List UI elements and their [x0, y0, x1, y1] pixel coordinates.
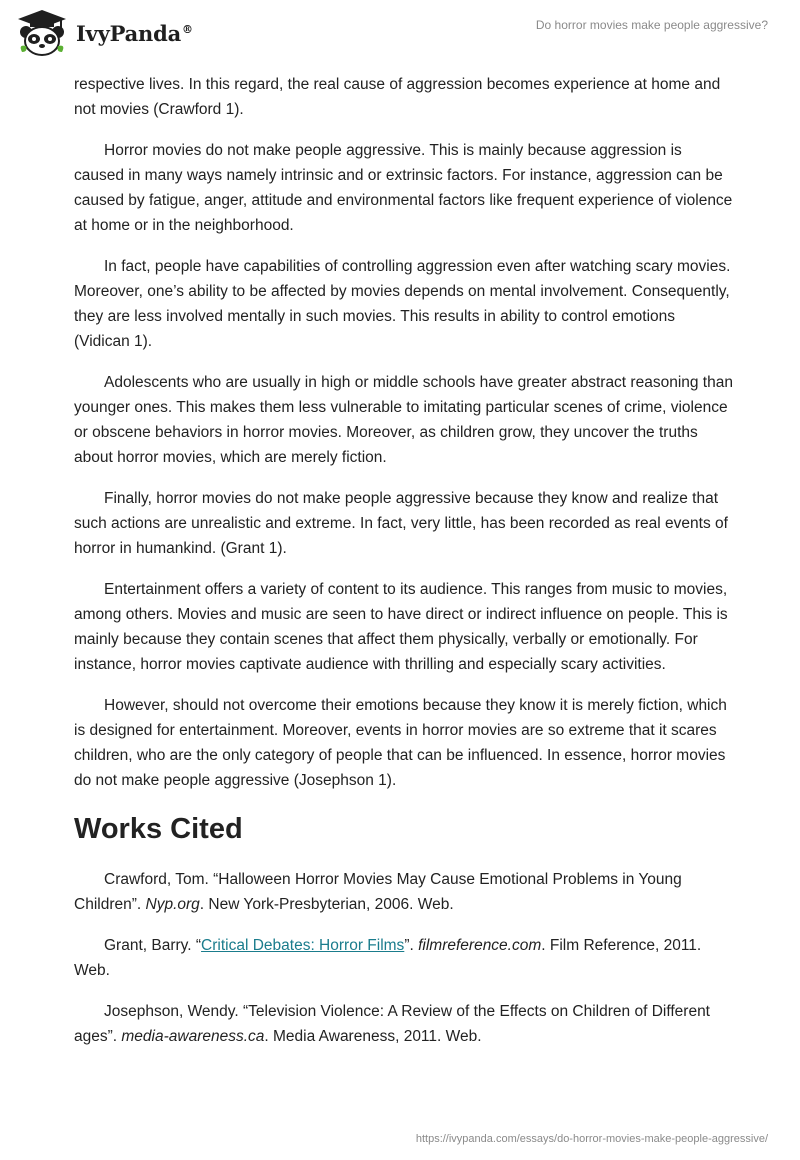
- citation-site: filmreference.com: [418, 937, 542, 954]
- essay-body: [74, 72, 734, 1065]
- citation-text: Josephson, Wendy. “Television Violence: A Review of the Effects on Children of Different ages”.: [74, 1003, 710, 1045]
- paragraph-7: However, should not overcome their emotions because they know it is merely fiction, which is designed for entertainment. Moreover, events in horror movies are so extreme that it scares children, who are the only category of people that can be influenced. In essence, horror movies do not make people aggressive (Josephson 1).: [74, 697, 727, 789]
- citation-josephson: [74, 999, 734, 1049]
- registered-mark: ®: [182, 22, 193, 36]
- brand-text: IvyPanda: [76, 20, 182, 46]
- panda-graduate-icon: [16, 8, 68, 58]
- citation-site: media-awareness.ca: [121, 1028, 265, 1045]
- citation-site: Nyp.org: [145, 896, 200, 913]
- citation-rest: . Film Reference, 2011. Web.: [74, 937, 702, 979]
- citation-rest: . New York-Presbyterian, 2006. Web.: [199, 896, 454, 913]
- works-cited-heading: Works Cited: [74, 813, 243, 845]
- citation-text: Grant, Barry. “: [104, 937, 202, 954]
- brand-name: [76, 21, 193, 46]
- citation-quote-close: ”.: [404, 937, 419, 954]
- citation-text: Crawford, Tom. “Halloween Horror Movies May Cause Emotional Problems in Young Children”.: [74, 871, 682, 913]
- paragraph-4: Adolescents who are usually in high or middle schools have greater abstract reasoning than younger ones. This makes them less vulnerable to imitating particular scenes of crime, violence or obscene behaviors in horror movies. Moreover, as children grow, they uncover the truths about horror movies, which are merely fiction.: [74, 374, 733, 466]
- citation-grant: [74, 933, 734, 983]
- paragraph-5: Finally, horror movies do not make people aggressive because they know and realize that such actions are unrealistic and extreme. In fact, very little, has been recorded as real events of horror in humankind. (Grant 1).: [74, 490, 728, 557]
- paragraph-2: Horror movies do not make people aggressive. This is mainly because aggression is caused in many ways namely intrinsic and or extrinsic factors. For instance, aggression can be caused by fatigue, anger, attitude and environmental factors like frequent experience of violence at home or in the neighborhood.: [74, 142, 733, 234]
- citation-rest: . Media Awareness, 2011. Web.: [264, 1028, 482, 1045]
- paragraph-6: Entertainment offers a variety of content to its audience. This ranges from music to movies, among others. Movies and music are seen to have direct or indirect influence on people. This is mainly because they contain scenes that affect them physically, verbally or emotionally. For instance, horror movies captivate audience with thrilling and especially scary activities.: [74, 581, 728, 673]
- page-header: [0, 0, 800, 70]
- critical-debates-link[interactable]: Critical Debates: Horror Films: [201, 937, 405, 954]
- paragraph-3: In fact, people have capabilities of controlling aggression even after watching scary movies. Moreover, one’s ability to be affected by movies depends on mental involvement. Consequently, they are less involved mentally in such movies. This results in ability to control emotions (Vidican 1).: [74, 258, 731, 350]
- footer-url: https://ivypanda.com/essays/do-horror-movies-make-people-aggressive/: [415, 1133, 768, 1145]
- citation-crawford: [74, 867, 734, 917]
- document-title: Do horror movies make people aggressive?: [535, 18, 768, 32]
- ivypanda-logo[interactable]: [16, 8, 193, 58]
- paragraph-1: respective lives. In this regard, the real cause of aggression becomes experience at home and not movies (Crawford 1).: [74, 76, 721, 118]
